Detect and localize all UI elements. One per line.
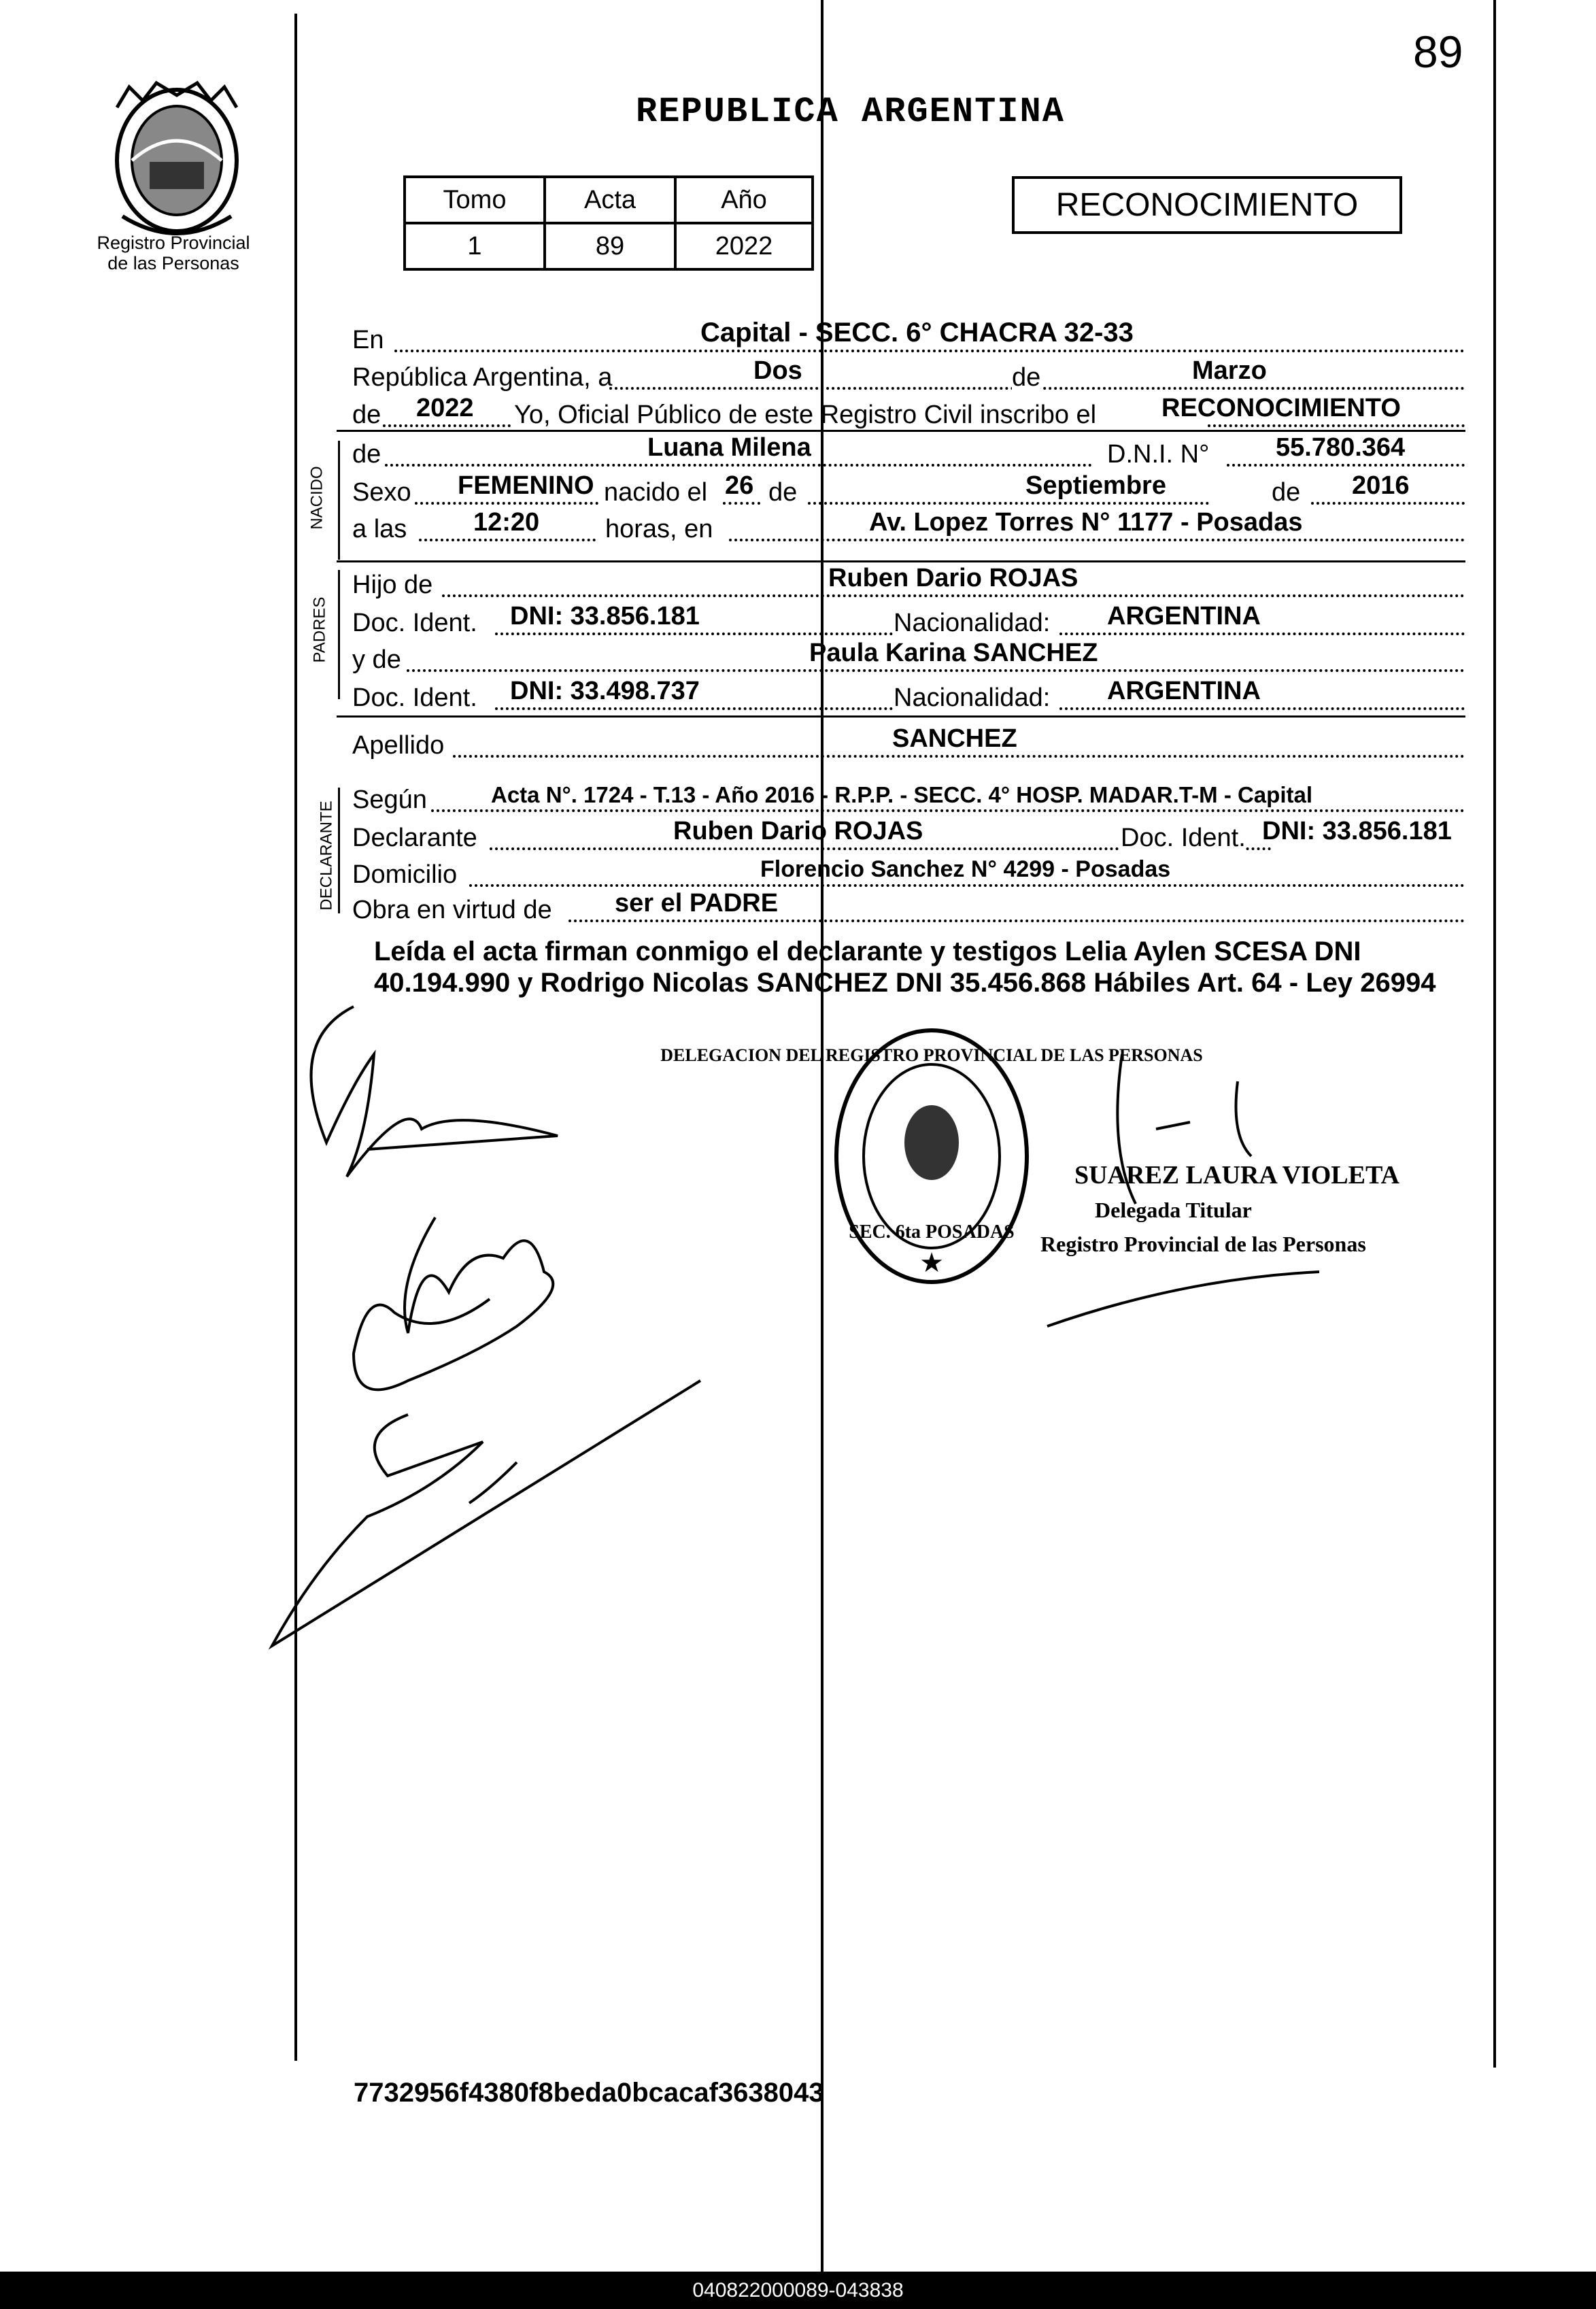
registry-name xyxy=(75,233,272,273)
label-obra: Obra en virtud de xyxy=(352,896,552,924)
section-padres: PADRES xyxy=(310,596,329,663)
star-icon: ★ xyxy=(919,1248,944,1278)
registry-name-line1: Registro Provincial xyxy=(97,233,250,253)
tomo-value: 1 xyxy=(405,223,545,269)
label-domicilio: Domicilio xyxy=(352,860,458,889)
acta-header: Acta xyxy=(545,177,675,223)
label-de-anio: de xyxy=(1272,478,1301,507)
row-madre-doc xyxy=(352,679,1465,715)
value-apellido: SANCHEZ xyxy=(892,724,1017,753)
closing-text: Leída el acta firman conmigo el declarante y testigos Lelia Aylen SCESA DNI 40.194.990 y Rodrigo Nicolas SANCHEZ DNI 35.456.868 Hábiles Art. 64 - Ley 26994 xyxy=(374,937,1436,998)
row-madre xyxy=(352,641,1465,677)
row-lugar xyxy=(352,318,1465,358)
registry-name-line2: de las Personas xyxy=(107,253,239,273)
label-horas-en: horas, en xyxy=(605,515,713,543)
row-obra xyxy=(352,891,1465,928)
acta-value: 89 xyxy=(545,223,675,269)
value-lugar: Capital - SECC. 6° CHACRA 32-33 xyxy=(700,318,1134,348)
anio-value: 2022 xyxy=(675,223,813,269)
official-title: Delegada Titular xyxy=(1095,1198,1252,1222)
value-madre-doc: DNI: 33.498.737 xyxy=(510,677,700,705)
record-table xyxy=(403,175,814,271)
row-acto xyxy=(352,396,1465,433)
signature-3 xyxy=(272,1381,700,1646)
row-declarante xyxy=(352,819,1465,856)
value-padre-nac: ARGENTINA xyxy=(1107,602,1261,630)
value-segun: Acta N°. 1724 - T.13 - Año 2016 - R.P.P. - SECC. 4° HOSP. MADAR.T-M - Capital xyxy=(491,782,1312,807)
row-padre-doc xyxy=(352,604,1465,641)
value-anio: 2022 xyxy=(416,394,474,422)
label-apellido: Apellido xyxy=(352,731,445,760)
label-de2: de xyxy=(352,401,381,429)
signatures-area xyxy=(231,1000,1455,1748)
label-a-las: a las xyxy=(352,515,407,543)
label-sexo: Sexo xyxy=(352,478,411,507)
row-padre xyxy=(352,566,1465,603)
separator xyxy=(337,715,1465,718)
label-de: de xyxy=(1012,363,1041,392)
official-name: SUAREZ LAURA VIOLETA xyxy=(1074,1161,1399,1190)
label-dni: D.N.I. N° xyxy=(1107,440,1210,469)
label-doc-ident-madre: Doc. Ident. xyxy=(352,684,477,712)
label-nacionalidad-madre: Nacionalidad: xyxy=(894,684,1051,712)
value-obra: ser el PADRE xyxy=(615,889,779,917)
label-doc-ident: Doc. Ident. xyxy=(352,609,477,637)
value-madre: Paula Karina SANCHEZ xyxy=(809,639,1098,667)
value-nac-anio: 2016 xyxy=(1352,471,1410,500)
value-acto: RECONOCIMIENTO xyxy=(1161,394,1401,422)
misiones-seal-logo xyxy=(102,80,252,243)
row-fecha xyxy=(352,358,1465,395)
tomo-header: Tomo xyxy=(405,177,545,223)
value-nombre: Luana Milena xyxy=(647,433,811,462)
value-nac-mes: Septiembre xyxy=(1025,471,1166,500)
label-republica: República Argentina, a xyxy=(352,363,613,392)
row-segun xyxy=(352,781,1465,818)
value-lugar-nac: Av. Lopez Torres N° 1177 - Posadas xyxy=(869,508,1303,537)
value-padre: Ruben Dario ROJAS xyxy=(828,564,1079,592)
value-padre-doc: DNI: 33.856.181 xyxy=(510,602,700,630)
separator xyxy=(337,430,1465,432)
right-margin-line xyxy=(1493,0,1496,2068)
document-hash: 7732956f4380f8beda0bcacaf3638043 xyxy=(354,2078,824,2108)
label-de-nombre: de xyxy=(352,440,381,469)
value-sexo: FEMENINO xyxy=(458,471,594,500)
row-hora xyxy=(352,510,1465,547)
stamp-ring-text: DELEGACION DEL REGISTRO PROVINCIAL DE LAS PERSONAS xyxy=(660,1045,1203,1065)
value-declarante: Ruben Dario ROJAS xyxy=(673,817,923,845)
label-yo-oficial: Yo, Oficial Público de este Registro Civil inscribo el xyxy=(514,401,1097,429)
footer-code: 040822000089-043838 xyxy=(0,2272,1596,2309)
row-sexo xyxy=(352,473,1465,510)
label-declarante: Declarante xyxy=(352,824,477,852)
label-doc-ident-declarante: Doc. Ident. xyxy=(1121,824,1246,852)
separator xyxy=(337,560,1465,562)
row-apellido xyxy=(352,726,1465,763)
section-declarante: DECLARANTE xyxy=(317,800,336,911)
label-segun: Según xyxy=(352,786,427,814)
label-en: En xyxy=(352,326,384,354)
value-mes: Marzo xyxy=(1192,356,1267,385)
row-nombre xyxy=(352,435,1465,472)
anio-header: Año xyxy=(675,177,813,223)
stamp-inner-text: SEC. 6ta POSADAS xyxy=(849,1221,1015,1243)
signature-2 xyxy=(354,1217,553,1389)
value-nac-dia: 26 xyxy=(725,471,754,500)
official-office: Registro Provincial de las Personas xyxy=(1040,1232,1366,1256)
value-declarante-doc: DNI: 33.856.181 xyxy=(1262,817,1452,845)
label-nacido-el: nacido el xyxy=(604,478,708,507)
label-y-de: y de xyxy=(352,645,401,674)
value-dia: Dos xyxy=(753,356,802,385)
signature-official xyxy=(1047,1054,1319,1326)
signature-1 xyxy=(311,1007,558,1177)
value-madre-nac: ARGENTINA xyxy=(1107,677,1261,705)
record-type-box: RECONOCIMIENTO xyxy=(1012,176,1402,234)
section-nacido: NACIDO xyxy=(307,466,326,530)
label-hijo-de: Hijo de xyxy=(352,571,433,599)
value-hora: 12:20 xyxy=(473,508,540,537)
row-domicilio xyxy=(352,856,1465,892)
document-title: REPUBLICA ARGENTINA xyxy=(636,92,1065,132)
label-de-mes: de xyxy=(768,478,798,507)
value-dni: 55.780.364 xyxy=(1276,433,1406,462)
value-domicilio: Florencio Sanchez N° 4299 - Posadas xyxy=(760,856,1171,882)
label-nacionalidad: Nacionalidad: xyxy=(894,609,1051,637)
page-number: 89 xyxy=(1413,27,1463,77)
